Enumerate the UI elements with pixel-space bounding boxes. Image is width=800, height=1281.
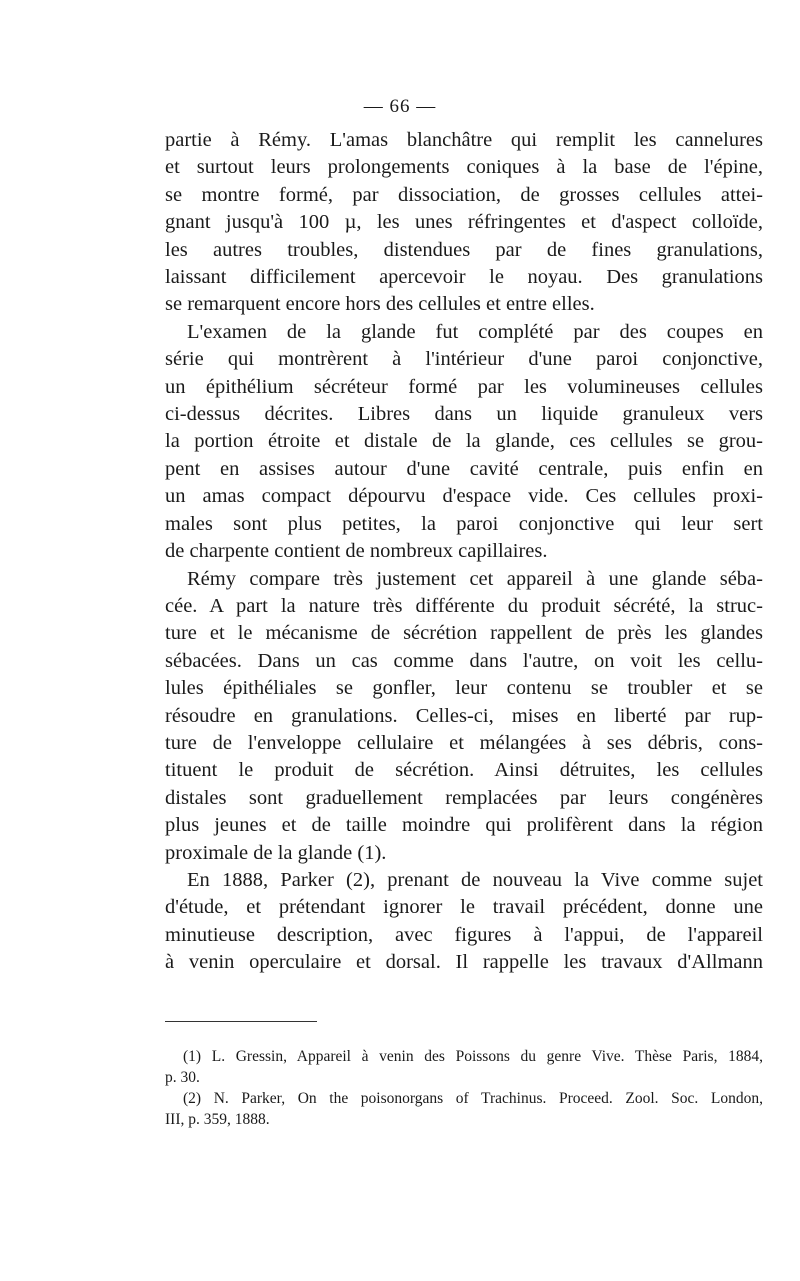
footnote bbox=[165, 1046, 763, 1088]
text-line: ture de l'enveloppe cellulaire et mélangées à ses débris, cons- bbox=[165, 731, 763, 754]
text-line: à venin operculaire et dorsal. Il rappelle les travaux d'Allmann bbox=[165, 951, 763, 974]
footnotes bbox=[165, 1046, 763, 1130]
paragraph bbox=[165, 127, 763, 319]
text-line: se montre formé, par dissociation, de grosses cellules attei- bbox=[165, 183, 763, 206]
text-line: pent en assises autour d'une cavité centrale, puis enfin en bbox=[165, 457, 763, 480]
text-line: résoudre en granulations. Celles-ci, mises en liberté par rup- bbox=[165, 704, 763, 727]
footnote-line: p. 30. bbox=[165, 1069, 200, 1086]
paragraph bbox=[165, 566, 763, 867]
text-line: un amas compact dépourvu d'espace vide. Ces cellules proxi- bbox=[165, 485, 763, 508]
text-line: et surtout leurs prolongements coniques à la base de l'épine, bbox=[165, 156, 763, 179]
text-line: se remarquent encore hors des cellules et entre elles. bbox=[165, 293, 595, 316]
paragraph bbox=[165, 319, 763, 566]
paragraph bbox=[165, 867, 763, 977]
text-line: males sont plus petites, la paroi conjonctive qui leur sert bbox=[165, 512, 763, 535]
text-line: laissant difficilement apercevoir le noyau. Des granulations bbox=[165, 266, 763, 289]
text-line: sébacées. Dans un cas comme dans l'autre, on voit les cellu- bbox=[165, 649, 763, 672]
text-line: proximale de la glande (1). bbox=[165, 841, 387, 864]
body-text bbox=[165, 127, 763, 977]
footnote-line: (1) L. Gressin, Appareil à venin des Poissons du genre Vive. Thèse Paris, 1884, bbox=[183, 1048, 763, 1065]
text-line: distales sont graduellement remplacées par leurs congénères bbox=[165, 786, 763, 809]
text-line: un épithélium sécréteur formé par les volumineuses cellules bbox=[165, 375, 763, 398]
text-line: gnant jusqu'à 100 µ, les unes réfringentes et d'aspect colloïde, bbox=[165, 211, 763, 234]
text-line: minutieuse description, avec figures à l'appui, de l'appareil bbox=[165, 923, 763, 946]
footnote-line: (2) N. Parker, On the poisonorgans of Trachinus. Proceed. Zool. Soc. London, bbox=[183, 1090, 763, 1107]
text-line: ture et le mécanisme de sécrétion rappellent de près les glandes bbox=[165, 622, 763, 645]
footnote-line: III, p. 359, 1888. bbox=[165, 1111, 270, 1128]
footnote bbox=[165, 1088, 763, 1130]
text-line: lules épithéliales se gonfler, leur contenu se troubler et se bbox=[165, 677, 763, 700]
footnote-separator bbox=[165, 1021, 317, 1022]
text-line: d'étude, et prétendant ignorer le travail précédent, donne une bbox=[165, 896, 763, 919]
text-line: les autres troubles, distendues par de fines granulations, bbox=[165, 238, 763, 261]
text-line: série qui montrèrent à l'intérieur d'une paroi conjonctive, bbox=[165, 348, 763, 371]
text-line: de charpente contient de nombreux capillaires. bbox=[165, 540, 548, 563]
text-line: Rémy compare très justement cet appareil à une glande séba- bbox=[187, 567, 763, 590]
page-number: — 66 — bbox=[363, 96, 437, 117]
text-line: cée. A part la nature très différente du produit sécrété, la struc- bbox=[165, 594, 763, 617]
text-line: plus jeunes et de taille moindre qui prolifèrent dans la région bbox=[165, 814, 763, 837]
text-line: tituent le produit de sécrétion. Ainsi détruites, les cellules bbox=[165, 759, 763, 782]
text-line: la portion étroite et distale de la glande, ces cellules se grou- bbox=[165, 430, 763, 453]
text-line: ci-dessus décrites. Libres dans un liquide granuleux vers bbox=[165, 403, 763, 426]
text-line: L'examen de la glande fut complété par des coupes en bbox=[187, 320, 763, 343]
text-line: partie à Rémy. L'amas blanchâtre qui remplit les cannelures bbox=[165, 129, 763, 151]
text-line: En 1888, Parker (2), prenant de nouveau la Vive comme sujet bbox=[187, 868, 763, 891]
